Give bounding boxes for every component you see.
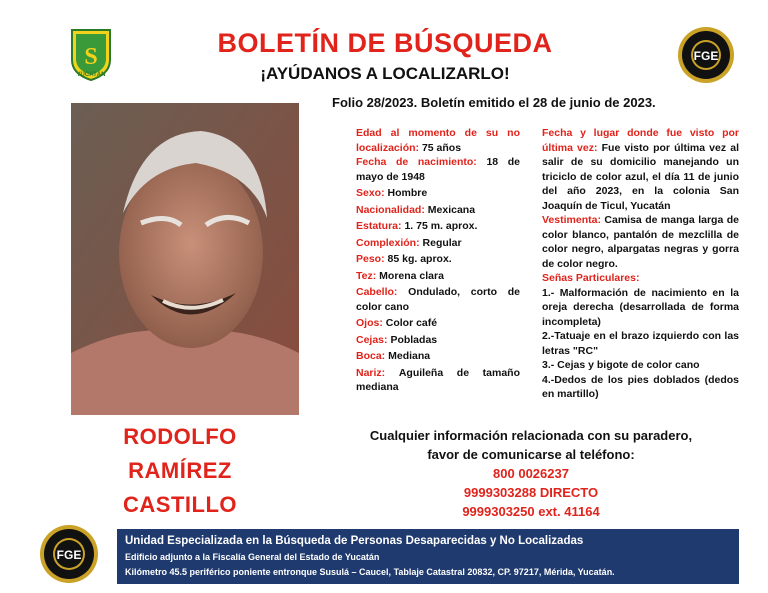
nariz-value: Aguileña de tamaño mediana bbox=[356, 366, 521, 393]
bulletin-title: BOLETÍN DE BÚSQUEDA bbox=[217, 28, 553, 58]
complexion-label: Complexión: bbox=[356, 236, 420, 249]
tez-label: Tez: bbox=[356, 269, 377, 282]
circumstances-details bbox=[542, 126, 739, 402]
nacimiento-value: 18 de mayo de 1948 bbox=[356, 156, 521, 183]
boca-label: Boca: bbox=[356, 350, 386, 362]
phone-toll-free: 800 0026237 bbox=[493, 466, 569, 481]
footer-unit: Unidad Especializada en la Búsqueda de Personas Desaparecidas y No Localizadas bbox=[125, 535, 584, 547]
sena-item: 3.- Cejas y bigote de color cano bbox=[542, 359, 700, 371]
fge-seal-icon bbox=[677, 26, 735, 84]
estatura-label: Estatura: bbox=[356, 220, 402, 232]
footer-banner bbox=[117, 529, 739, 584]
sexo-label: Sexo: bbox=[356, 187, 385, 199]
seal-text: FGE bbox=[56, 548, 82, 562]
cabello-value: Ondulado, corto de color cano bbox=[356, 286, 521, 313]
estatura-value: 1. 75 m. aprox. bbox=[404, 220, 478, 232]
vestimenta-label: Vestimenta: bbox=[542, 214, 601, 226]
yucatan-logo-text: YUCATÁN bbox=[76, 72, 106, 78]
ojos-label: Ojos: bbox=[356, 317, 383, 329]
physical-details bbox=[356, 126, 520, 395]
person-name-middle: RAMÍREZ bbox=[128, 458, 232, 483]
phone-direct: 9999303288 DIRECTO bbox=[463, 485, 599, 500]
sena-item: 1.- Malformación de nacimiento en la oreja derecha (desarrollada de forma incompleta) bbox=[542, 286, 739, 328]
folio-line: Folio 28/2023. Boletín emitido el 28 de junio de 2023. bbox=[332, 95, 656, 110]
senas-label: Señas Particulares: bbox=[542, 272, 640, 284]
missing-person-photo bbox=[71, 103, 299, 415]
sexo-value: Hombre bbox=[387, 187, 428, 199]
nariz-label: Nariz: bbox=[356, 366, 386, 379]
nacionalidad-label: Nacionalidad: bbox=[356, 203, 425, 216]
footer-building: Edificio adjunto a la Fiscalía General del Estado de Yucatán bbox=[125, 552, 380, 562]
sena-item: 2.-Tatuaje en el brazo izquierdo con las letras "RC" bbox=[542, 330, 739, 357]
contact-block bbox=[330, 426, 732, 521]
svg-text:S: S bbox=[84, 44, 98, 70]
bulletin-subtitle: ¡AYÚDANOS A LOCALIZARLO! bbox=[260, 64, 510, 83]
nacimiento-label: Fecha de nacimiento: bbox=[356, 156, 477, 168]
visto-label: Fecha y lugar donde fue visto por última vez: bbox=[542, 127, 739, 154]
cabello-label: Cabello: bbox=[356, 286, 398, 298]
footer-address: Kilómetro 45.5 periférico poniente entronque Susulá – Caucel, Tablaje Catastral 20832, CP. 97217, Mérida, Yucatán. bbox=[125, 567, 615, 577]
visto-value: Fue visto por última vez al salir de su domicilio manejando un triciclo de color azul, el día 11 de junio del año 2023, en la colonia San Joaquín de Ticul, Yucatán bbox=[542, 141, 739, 212]
contact-line-1: Cualquier información relacionada con su paradero, bbox=[369, 428, 693, 443]
boca-value: Mediana bbox=[388, 350, 431, 362]
person-name-first: RODOLFO bbox=[123, 424, 237, 449]
complexion-value: Regular bbox=[422, 236, 462, 249]
seal-text: FGE bbox=[693, 49, 719, 63]
peso-label: Peso: bbox=[356, 253, 385, 265]
cejas-label: Cejas: bbox=[356, 333, 388, 346]
phone-extension: 9999303250 ext. 41164 bbox=[462, 504, 600, 519]
cejas-value: Pobladas bbox=[390, 333, 438, 346]
tez-value: Morena clara bbox=[379, 269, 444, 282]
edad-label: Edad al momento de su no localización: bbox=[356, 127, 520, 154]
edad-value: 75 años bbox=[421, 141, 462, 154]
nacionalidad-value: Mexicana bbox=[427, 203, 476, 216]
fge-seal-bottom-icon bbox=[39, 524, 99, 584]
ojos-value: Color café bbox=[385, 317, 438, 329]
contact-line-2: favor de comunicarse al teléfono: bbox=[427, 447, 635, 462]
person-name-last: CASTILLO bbox=[123, 492, 237, 517]
vestimenta-value: Camisa de manga larga de color blanco, pantalón de mezclilla de color negro, alpargatas negras y gorra de color negro. bbox=[542, 214, 739, 270]
sena-item: 4.-Dedos de los pies doblados (dedos en martillo) bbox=[542, 373, 739, 400]
peso-value: 85 kg. aprox. bbox=[387, 253, 452, 265]
